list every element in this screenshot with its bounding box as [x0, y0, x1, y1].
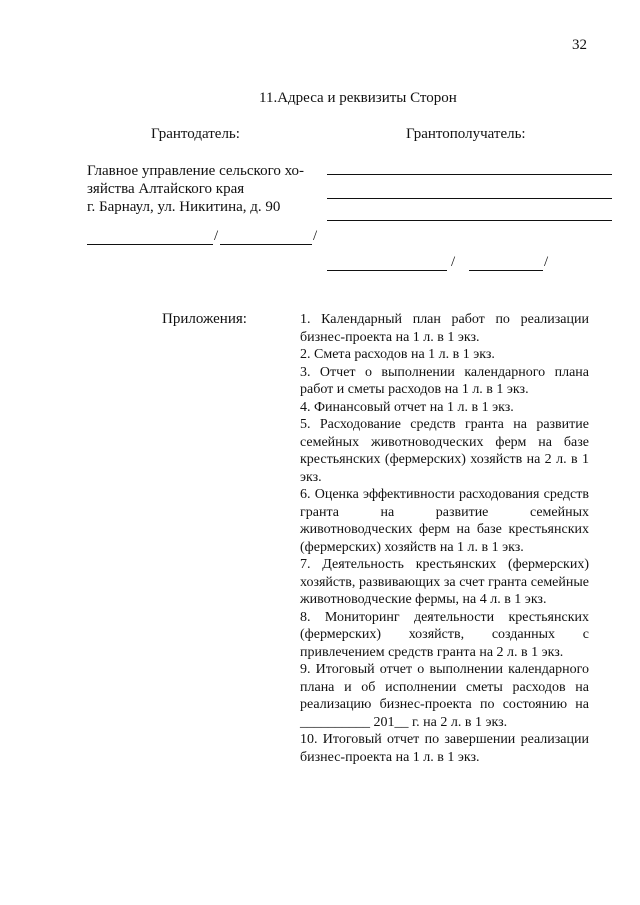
appendix-item: 3. Отчет о выполнении календарного плана работ и сметы расходов на 1 л. в 1 экз.: [300, 364, 589, 397]
section-title: 11.Адреса и реквизиты Сторон: [259, 90, 457, 106]
grantee-signature-end: /: [544, 254, 549, 270]
appendix-item: 10. Итоговый отчет по завершении реализации бизнес-проекта на 1 л. в 1 экз.: [300, 732, 589, 765]
appendix-item: 5. Расходование средств гранта на развитие семейных животноводческих ферм на базе крестьянских (фермерских) хозяйств на 2 л. в 1 экз.: [300, 417, 589, 485]
grantor-name-field[interactable]: [220, 244, 312, 245]
grantee-field-line-1[interactable]: [327, 174, 612, 175]
grantor-line-3: г. Барнаул, ул. Никитина, д. 90: [87, 199, 281, 215]
appendix-item: 6. Оценка эффективности расходования средств гранта на развитие семейных животноводческих ферм на базе крестьянских (фермерских) хозяйств на 1 л. в 1 экз.: [300, 487, 589, 555]
grantee-field-line-3[interactable]: [327, 220, 612, 221]
grantee-label: Грантополучатель:: [406, 126, 526, 142]
grantor-signature-line: [87, 228, 322, 248]
appendix-item: 4. Финансовый отчет на 1 л. в 1 экз.: [300, 399, 514, 415]
appendix-item: 7. Деятельность крестьянских (фермерских) хозяйств, развивающих за счет гранта семейные животноводческие фермы, на 4 л. в 1 экз.: [300, 557, 589, 607]
grantor-signature-end: /: [313, 228, 318, 244]
grantee-signature-line: [327, 254, 557, 274]
grantor-label: Грантодатель:: [151, 126, 240, 142]
grantor-line-1: Главное управление сельского хо-: [87, 163, 305, 179]
appendix-item: 9. Итоговый отчет о выполнении календарного плана и об исполнении сметы расходов на реализацию бизнес-проекта по состоянию на __________ 201__ г. на 2 л. в 1 экз.: [300, 662, 589, 730]
grantee-signature-field[interactable]: [327, 270, 447, 271]
appendix-item: 8. Мониторинг деятельности крестьянских (фермерских) хозяйств, созданных с привлечением средств гранта на 2 л. в 1 экз.: [300, 609, 589, 660]
grantor-line-2: зяйства Алтайского края: [87, 181, 245, 197]
grantor-details: [87, 162, 322, 216]
appendices-list: [300, 311, 589, 766]
page-number: 32: [572, 37, 587, 53]
appendix-item: 1. Календарный план работ по реализации бизнес-проекта на 1 л. в 1 экз.: [300, 312, 589, 345]
grantee-field-line-2[interactable]: [327, 198, 612, 199]
grantor-signature-separator: /: [214, 228, 219, 244]
appendix-item: 2. Смета расходов на 1 л. в 1 экз.: [300, 347, 495, 362]
grantee-name-field[interactable]: [469, 270, 543, 271]
appendices-label: Приложения:: [162, 311, 247, 327]
grantor-signature-field[interactable]: [87, 244, 213, 245]
grantee-signature-separator: /: [451, 254, 456, 270]
